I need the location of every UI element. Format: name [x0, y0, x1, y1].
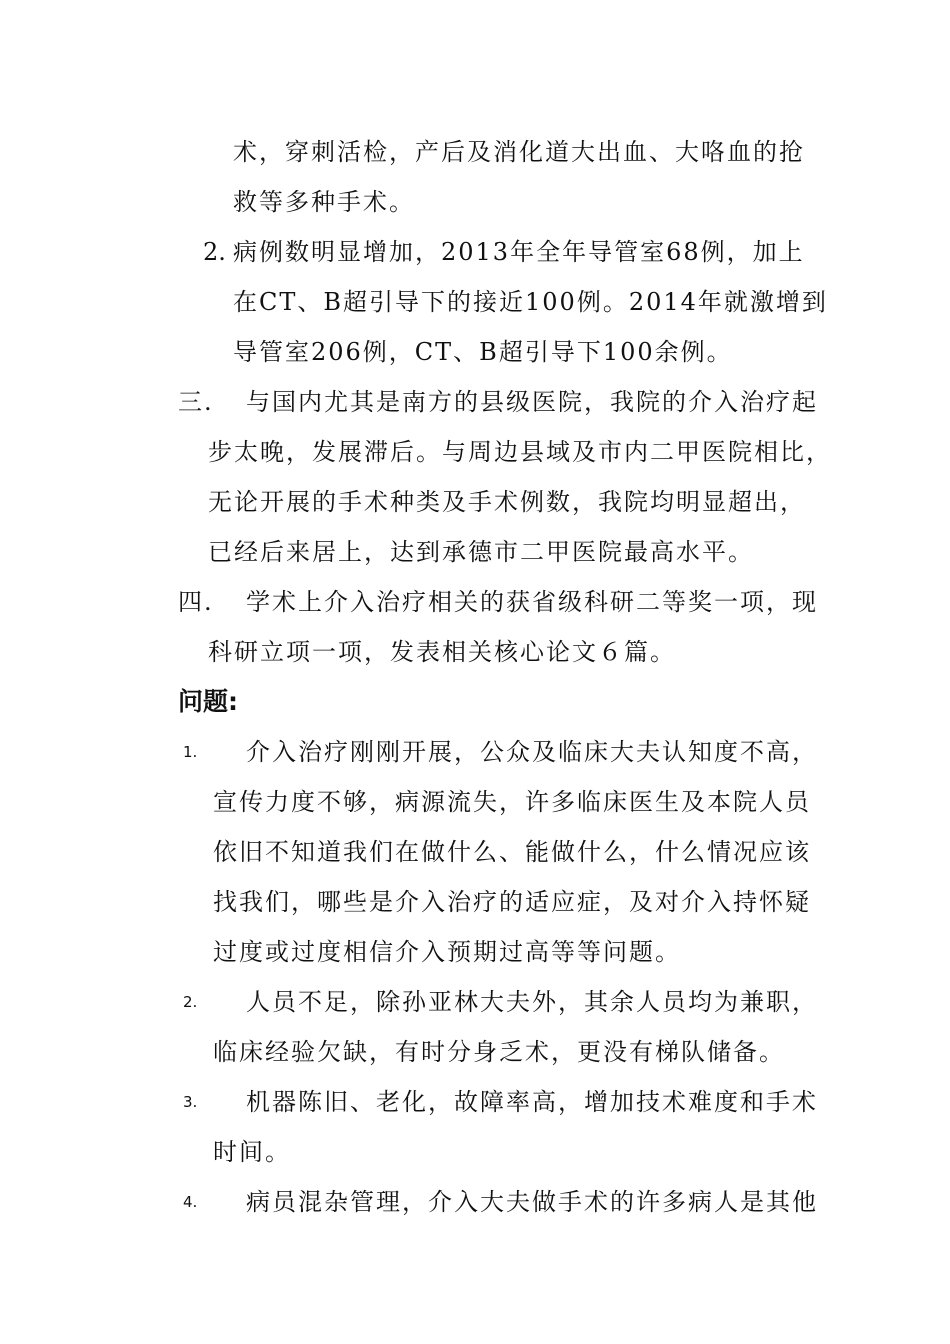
list-number: 2.	[183, 993, 198, 1011]
paragraph-line: 与国内尤其是南方的县级医院，我院的介入治疗起	[246, 388, 818, 416]
paragraph-line: 依旧不知道我们在做什么、能做什么，什么情况应该	[213, 838, 811, 866]
paragraph-line: 步太晚，发展滞后。与周边县域及市内二甲医院相比，	[208, 438, 832, 466]
paragraph-line: 病例数明显增加，2013年全年导管室68例，加上	[233, 238, 805, 266]
paragraph-line: 过度或过度相信介入预期过高等等问题。	[213, 938, 681, 966]
paragraph-line: 宣传力度不够，病源流失，许多临床医生及本院人员	[213, 788, 811, 816]
paragraph-line: 在CT、B超引导下的接近100例。2014年就激增到	[233, 288, 828, 316]
paragraph-line: 救等多种手术。	[233, 188, 415, 216]
list-number: 2.	[203, 238, 226, 266]
paragraph-line: 科研立项一项，发表相关核心论文６篇。	[208, 638, 676, 666]
paragraph-line: 介入治疗刚刚开展，公众及临床大夫认知度不高，	[246, 738, 818, 766]
section-marker: 四.	[178, 588, 214, 616]
section-marker: 三.	[178, 388, 214, 416]
paragraph-line: 已经后来居上，达到承德市二甲医院最高水平。	[208, 538, 754, 566]
list-number: 1.	[183, 743, 198, 761]
paragraph-line: 人员不足，除孙亚林大夫外，其余人员均为兼职，	[246, 988, 818, 1016]
list-number: 3.	[183, 1093, 198, 1111]
paragraph-line: 导管室206例，CT、B超引导下100余例。	[233, 338, 733, 366]
paragraph-line: 病员混杂管理，介入大夫做手术的许多病人是其他	[246, 1188, 818, 1216]
list-number: 4.	[183, 1193, 198, 1211]
paragraph-line: 找我们，哪些是介入治疗的适应症，及对介入持怀疑	[213, 888, 811, 916]
paragraph-line: 临床经验欠缺，有时分身乏术，更没有梯队储备。	[213, 1038, 785, 1066]
paragraph-line: 无论开展的手术种类及手术例数，我院均明显超出，	[208, 488, 806, 516]
paragraph-line: 学术上介入治疗相关的获省级科研二等奖一项，现	[246, 588, 818, 616]
paragraph-line: 术，穿刺活检，产后及消化道大出血、大咯血的抢	[233, 138, 805, 166]
section-heading: 问题:	[178, 687, 238, 716]
paragraph-line: 机器陈旧、老化，故障率高，增加技术难度和手术	[246, 1088, 818, 1116]
paragraph-line: 时间。	[213, 1138, 291, 1166]
